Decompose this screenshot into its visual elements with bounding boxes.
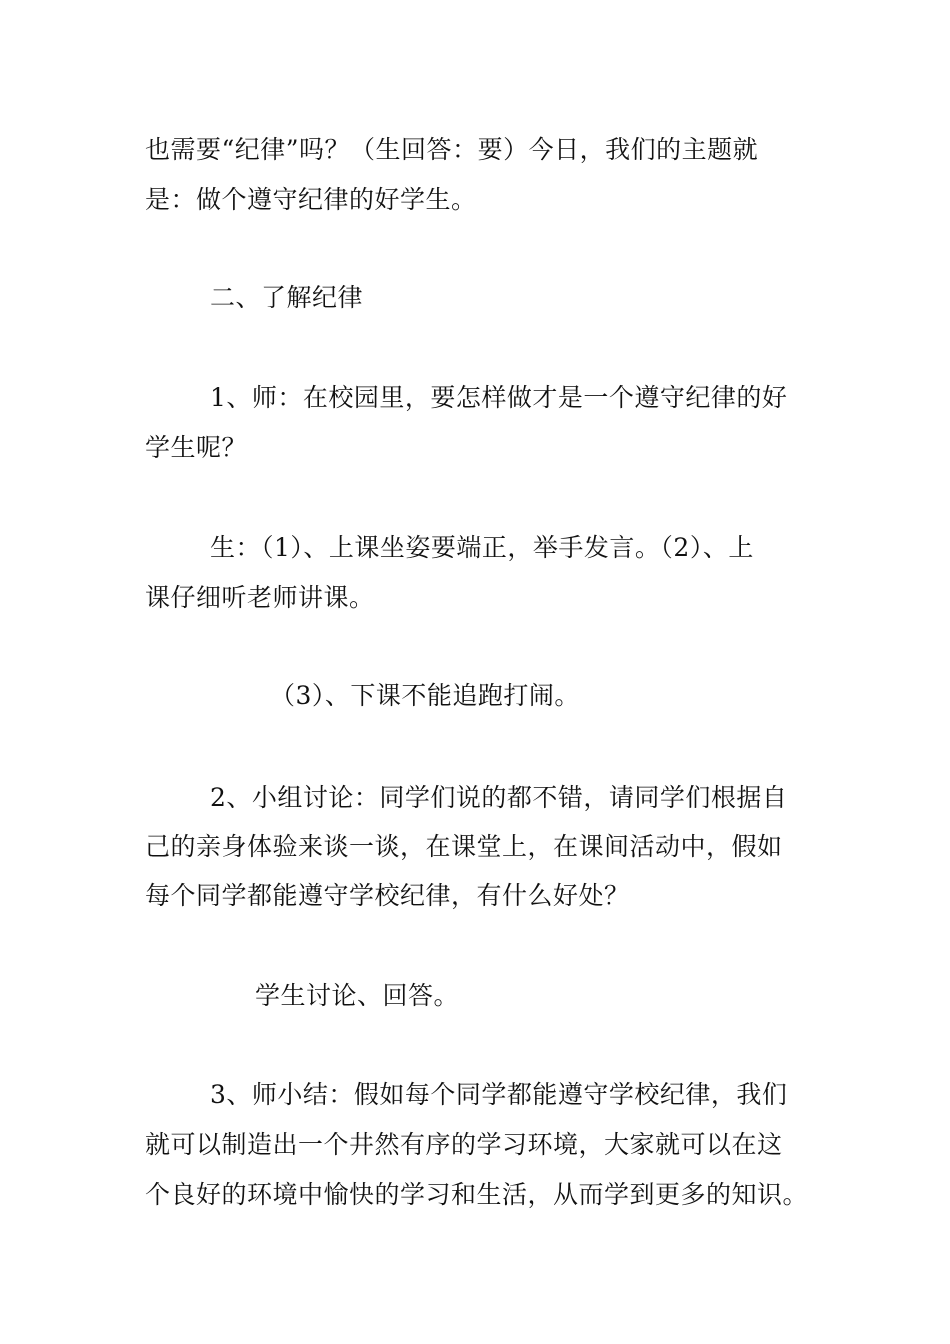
paragraph-4-line-2: 课仔细听老师讲课。 <box>145 583 375 612</box>
paragraph-3-line-1: 1、师：在校园里，要怎样做才是一个遵守纪律的好 <box>210 383 788 412</box>
paragraph-6-line-2: 己的亲身体验来谈一谈，在课堂上，在课间活动中，假如 <box>145 832 783 861</box>
paragraph-3-line-2: 学生呢？ <box>145 433 248 462</box>
paragraph-1-line-2: 是：做个遵守纪律的好学生。 <box>145 185 477 214</box>
paragraph-1-line-1: 也需要“纪律”吗？（生回答：要）今日，我们的主题就 <box>145 135 759 164</box>
paragraph-4-line-1: 生：（1）、上课坐姿要端正，举手发言。（2）、上 <box>210 533 754 562</box>
section-heading: 二、了解纪律 <box>210 283 364 312</box>
paragraph-6-line-1: 2、小组讨论：同学们说的都不错，请同学们根据自 <box>210 783 788 812</box>
paragraph-8-line-1: 3、师小结：假如每个同学都能遵守学校纪律，我们 <box>210 1080 788 1109</box>
paragraph-8-line-3: 个良好的环境中愉快的学习和生活，从而学到更多的知识。 <box>145 1180 809 1209</box>
paragraph-8-line-2: 就可以制造出一个井然有序的学习环境，大家就可以在这 <box>145 1130 783 1159</box>
paragraph-6-line-3: 每个同学都能遵守学校纪律，有什么好处？ <box>145 881 630 910</box>
paragraph-7-line-1: 学生讨论、回答。 <box>255 981 460 1010</box>
paragraph-5-line-1: （3）、下课不能追跑打闹。 <box>270 681 580 710</box>
